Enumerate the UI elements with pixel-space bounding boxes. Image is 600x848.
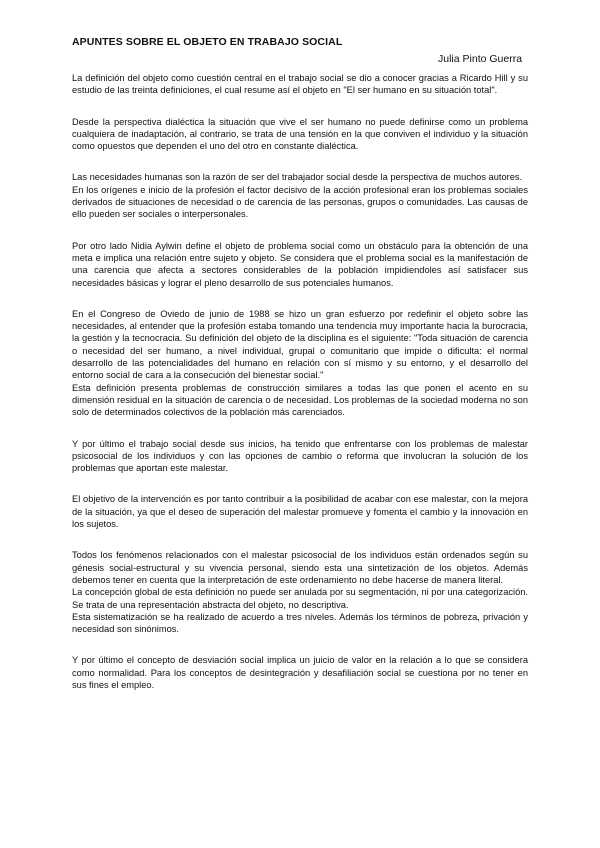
paragraph-1: La definición del objeto como cuestión central en el trabajo social se dio a conocer gracias a Ricardo Hill y su estudio de las treinta definiciones, el cual resume así el objeto en "El ser humano en su situación total".: [72, 73, 528, 96]
document-title: APUNTES SOBRE EL OBJETO EN TRABAJO SOCIAL: [72, 36, 343, 48]
paragraph-2: Desde la perspectiva dialéctica la situación que vive el ser humano no puede definirse como un problema cualquiera de inadaptación, al contrario, se trata de una tensión en la que conviven el individuo y la situación como opuestos que dependen el uno del otro en constante dialéctica.: [72, 116, 528, 152]
paragraph-4: En los orígenes e inicio de la profesión el factor decisivo de la acción profesional eran los problemas sociales derivados de situaciones de necesidad o de carencia de las personas, grupos o comunidades. Las causas de ello pueden ser sociales o interpersonales.: [72, 184, 528, 220]
paragraph-12: Esta sistematización se ha realizado de acuerdo a tres niveles. Además los términos de pobreza, privación y necesidad son sinónimos.: [72, 611, 528, 635]
document-body: [72, 72, 528, 710]
paragraph-11: La concepción global de esta definición no puede ser anulada por su segmentación, ni por una categorización. Se trata de una representación abstracta del objeto, no descriptiva.: [72, 587, 528, 610]
paragraph-10: Todos los fenómenos relacionados con el malestar psicosocial de los individuos están ordenados según su génesis social-estructural y su vivencia personal, siendo esta una sintetización de los objetos. Además debemos tener en cuenta que la interpretación de este ordenamiento no debe hacerse de manera literal.: [72, 550, 528, 585]
paragraph-8: Y por último el trabajo social desde sus inicios, ha tenido que enfrentarse con los problemas de malestar psicosocial de los individuos y con las opciones de cambio o reforma que involucran la solución de los problemas que aportan este malestar.: [72, 438, 528, 474]
document-author: Julia Pinto Guerra: [438, 53, 523, 65]
paragraph-13: Y por último el concepto de desviación social implica un juicio de valor en la relación a lo que se considera como normalidad. Para los conceptos de desintegración y desafiliación social se cuestiona por no tener en sus fines el empleo.: [72, 655, 528, 690]
paragraph-5: Por otro lado Nidia Aylwin define el objeto de problema social como un obstáculo para la obtención de una meta e implica una relación entre sujeto y objeto. Se considera que el problema social es la manifestación de una carencia que afecta a sectores considerables de la población impidiendoles así satisfacer sus necesidades básicas y lograr el pleno desarrollo de sus potenciales humanos.: [72, 240, 528, 288]
paragraph-7: Esta definición presenta problemas de construcción similares a todas las que ponen el acento en su dimensión residual en la situación de carencia o de necesidad. Los problemas de la sociedad moderna no son solo de determinados colectivos de la población más carenciados.: [72, 382, 528, 418]
paragraph-6: En el Congreso de Oviedo de junio de 1988 se hizo un gran esfuerzo por redefinir el objeto sobre las necesidades, al entender que la profesión estaba tomando una tendencia muy importante hacia la burocracia, la gestión y la tecnocracia. Su definición del objeto de la disciplina es el siguiente: "Toda situación de carencia o necesidad del ser humano, a nivel individual, grupal o comunitario que impide o dificulta: el normal desarrollo de las potencialidades del humano en relación con sí mismo y su entorno, y el desarrollo del entorno social de cara a la consecución del bienestar social.": [72, 308, 528, 381]
paragraph-3: Las necesidades humanas son la razón de ser del trabajador social desde la perspectiva de muchos autores.: [72, 172, 523, 183]
paragraph-9: El objetivo de la intervención es por tanto contribuir a la posibilidad de acabar con ese malestar, con la mejora de la situación, ya que el deseo de superación del malestar promueve y fomenta el cambio y la innovación en los sujetos.: [72, 494, 528, 530]
